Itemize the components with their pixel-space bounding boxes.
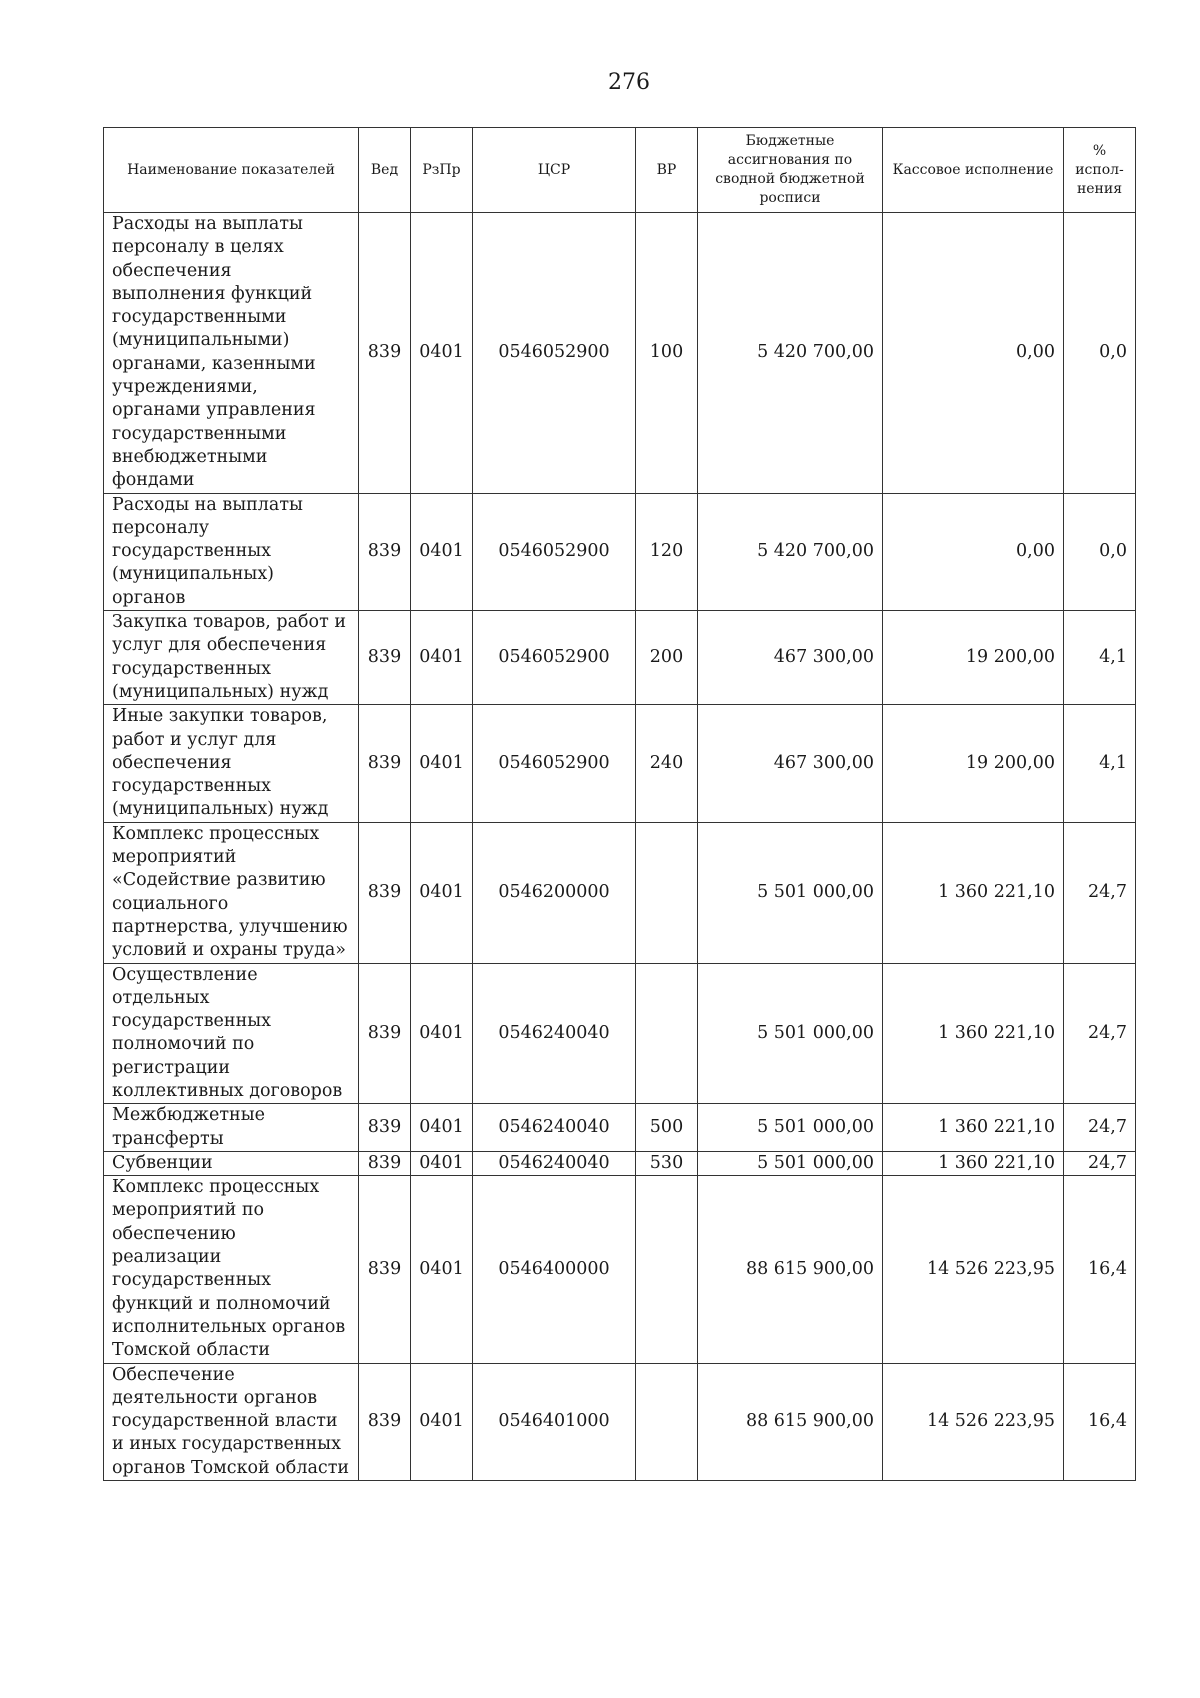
table-header-row — [104, 128, 1136, 213]
row-name: Субвенции — [104, 1151, 359, 1175]
table-row — [104, 705, 1136, 822]
table-row — [104, 1104, 1136, 1152]
row-ved: 839 — [359, 963, 411, 1104]
row-budget: 5 420 700,00 — [698, 213, 883, 494]
row-name: Комплекс процессных мероприятий «Содействие развитию социального партнерства, улучшению условий и охраны труда» — [104, 822, 359, 963]
header-cash: Кассовое исполнение — [883, 128, 1064, 213]
row-csr: 0546240040 — [473, 1104, 636, 1152]
row-csr: 0546401000 — [473, 1363, 636, 1480]
row-csr: 0546052900 — [473, 705, 636, 822]
row-rzpr: 0401 — [411, 611, 473, 705]
row-pct: 0,0 — [1064, 493, 1136, 610]
table-row — [104, 1151, 1136, 1175]
row-ved: 839 — [359, 493, 411, 610]
row-budget: 88 615 900,00 — [698, 1176, 883, 1363]
row-vr — [636, 822, 698, 963]
row-rzpr: 0401 — [411, 1176, 473, 1363]
row-pct: 24,7 — [1064, 1151, 1136, 1175]
row-cash: 1 360 221,10 — [883, 822, 1064, 963]
row-ved: 839 — [359, 1176, 411, 1363]
row-vr: 100 — [636, 213, 698, 494]
header-csr: ЦСР — [473, 128, 636, 213]
header-pct: % испол-нения — [1064, 128, 1136, 213]
row-cash: 19 200,00 — [883, 611, 1064, 705]
row-csr: 0546052900 — [473, 611, 636, 705]
budget-execution-table — [103, 127, 1136, 1481]
row-budget: 88 615 900,00 — [698, 1363, 883, 1480]
row-rzpr: 0401 — [411, 705, 473, 822]
row-pct: 4,1 — [1064, 611, 1136, 705]
header-name: Наименование показателей — [104, 128, 359, 213]
row-rzpr: 0401 — [411, 822, 473, 963]
row-budget: 5 501 000,00 — [698, 1151, 883, 1175]
row-rzpr: 0401 — [411, 213, 473, 494]
row-name: Иные закупки товаров, работ и услуг для обеспечения государственных (муниципальных) нужд — [104, 705, 359, 822]
row-name: Закупка товаров, работ и услуг для обеспечения государственных (муниципальных) нужд — [104, 611, 359, 705]
row-cash: 0,00 — [883, 213, 1064, 494]
row-ved: 839 — [359, 611, 411, 705]
row-budget: 5 501 000,00 — [698, 1104, 883, 1152]
row-rzpr: 0401 — [411, 1104, 473, 1152]
row-ved: 839 — [359, 1104, 411, 1152]
table-row — [104, 611, 1136, 705]
row-ved: 839 — [359, 1151, 411, 1175]
row-cash: 19 200,00 — [883, 705, 1064, 822]
row-ved: 839 — [359, 1363, 411, 1480]
row-cash: 1 360 221,10 — [883, 963, 1064, 1104]
row-vr: 500 — [636, 1104, 698, 1152]
row-csr: 0546240040 — [473, 963, 636, 1104]
row-csr: 0546052900 — [473, 493, 636, 610]
row-csr: 0546240040 — [473, 1151, 636, 1175]
header-budget: Бюджетные ассигнования по сводной бюджетной росписи — [698, 128, 883, 213]
row-cash: 1 360 221,10 — [883, 1151, 1064, 1175]
row-vr — [636, 963, 698, 1104]
row-vr — [636, 1363, 698, 1480]
row-rzpr: 0401 — [411, 493, 473, 610]
row-name: Обеспечение деятельности органов государственной власти и иных государственных органов Томской области — [104, 1363, 359, 1480]
row-cash: 14 526 223,95 — [883, 1176, 1064, 1363]
row-vr — [636, 1176, 698, 1363]
table-row — [104, 963, 1136, 1104]
row-rzpr: 0401 — [411, 963, 473, 1104]
row-name: Расходы на выплаты персоналу в целях обеспечения выполнения функций государственными (муниципальными) органами, казенными учреждениями, органами управления государственными внебюджетными фондами — [104, 213, 359, 494]
row-pct: 24,7 — [1064, 1104, 1136, 1152]
row-pct: 0,0 — [1064, 213, 1136, 494]
header-vr: ВР — [636, 128, 698, 213]
row-pct: 4,1 — [1064, 705, 1136, 822]
row-vr: 120 — [636, 493, 698, 610]
row-cash: 0,00 — [883, 493, 1064, 610]
row-budget: 5 420 700,00 — [698, 493, 883, 610]
row-csr: 0546052900 — [473, 213, 636, 494]
row-csr: 0546200000 — [473, 822, 636, 963]
row-vr: 200 — [636, 611, 698, 705]
header-ved: Вед — [359, 128, 411, 213]
table-row — [104, 213, 1136, 494]
table-row — [104, 822, 1136, 963]
row-name: Расходы на выплаты персоналу государственных (муниципальных) органов — [104, 493, 359, 610]
row-budget: 5 501 000,00 — [698, 822, 883, 963]
row-cash: 1 360 221,10 — [883, 1104, 1064, 1152]
row-budget: 467 300,00 — [698, 611, 883, 705]
row-vr: 530 — [636, 1151, 698, 1175]
row-budget: 5 501 000,00 — [698, 963, 883, 1104]
row-pct: 24,7 — [1064, 822, 1136, 963]
table-row — [104, 1363, 1136, 1480]
row-vr: 240 — [636, 705, 698, 822]
row-cash: 14 526 223,95 — [883, 1363, 1064, 1480]
row-name: Межбюджетные трансферты — [104, 1104, 359, 1152]
row-ved: 839 — [359, 705, 411, 822]
row-rzpr: 0401 — [411, 1151, 473, 1175]
page-number: 276 — [608, 70, 650, 95]
row-ved: 839 — [359, 822, 411, 963]
row-csr: 0546400000 — [473, 1176, 636, 1363]
table-row — [104, 1176, 1136, 1363]
row-pct: 16,4 — [1064, 1176, 1136, 1363]
row-name: Осуществление отдельных государственных полномочий по регистрации коллективных договоров — [104, 963, 359, 1104]
table-row — [104, 493, 1136, 610]
row-ved: 839 — [359, 213, 411, 494]
row-rzpr: 0401 — [411, 1363, 473, 1480]
row-budget: 467 300,00 — [698, 705, 883, 822]
row-pct: 16,4 — [1064, 1363, 1136, 1480]
row-name: Комплекс процессных мероприятий по обеспечению реализации государственных функций и полномочий исполнительных органов Томской области — [104, 1176, 359, 1363]
row-pct: 24,7 — [1064, 963, 1136, 1104]
header-rzpr: РзПр — [411, 128, 473, 213]
